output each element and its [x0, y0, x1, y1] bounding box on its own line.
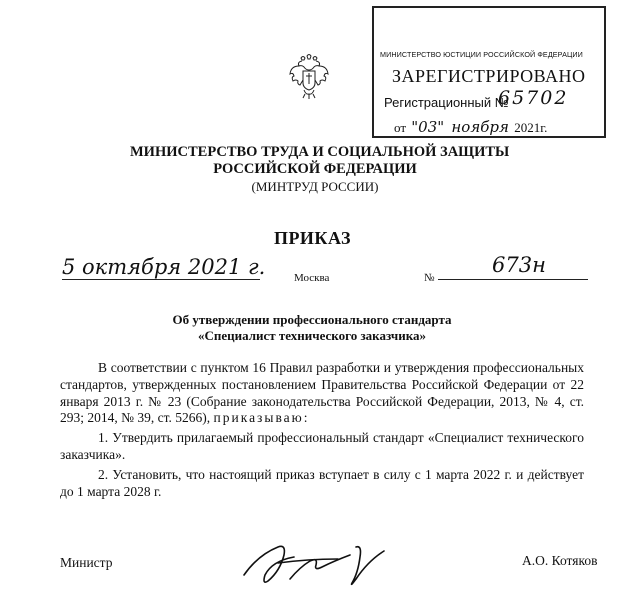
document-type-heading: ПРИКАЗ — [273, 228, 352, 248]
subject-line1: Об утверждении профессионального стандарта — [172, 312, 452, 327]
stamp-date-year: 2021г. — [514, 120, 548, 135]
order-body — [60, 360, 584, 500]
ministry-title-line1: МИНИСТЕРСТВО ТРУДА И СОЦИАЛЬНОЙ ЗАЩИТЫ — [130, 144, 510, 160]
preamble-paragraph — [60, 360, 584, 427]
ministry-abbreviation: (МИНТРУД РОССИИ) — [251, 179, 379, 194]
stamp-date-month: ноября — [451, 118, 509, 136]
signer-position: Министр — [60, 555, 113, 570]
order-item-1: 1. Утвердить прилагаемый профессиональный стандарт «Специалист технического заказчика». — [60, 430, 584, 462]
preamble-text: В соответствии с пунктом 16 Правил разработки и утверждения профессиональных стандартов, утвержденных постановлением Правительства Российской Федерации от 22 января 2013 г. № 23 (Собрание законодательства Российской Федерации, 2013, № 4, ст. 293; 2014, № 39, ст. 5266), — [60, 360, 584, 426]
stamp-ministry-name: МИНИСТЕРСТВО ЮСТИЦИИ РОССИЙСКОЙ ФЕДЕРАЦИИ — [380, 50, 583, 59]
number-underline — [438, 279, 588, 280]
coat-of-arms-emblem — [288, 54, 330, 100]
order-item-2: 2. Установить, что настоящий приказ вступает в силу с 1 марта 2022 г. и действует до 1 марта 2028 г. — [60, 466, 584, 499]
order-number: 673н — [492, 253, 546, 277]
stamp-date — [394, 118, 547, 136]
stamp-registered-label: ЗАРЕГИСТРИРОВАНО — [392, 66, 586, 86]
order-date: 5 октября 2021 г. — [62, 255, 266, 279]
stamp-number-label: Регистрационный № — [384, 95, 509, 110]
ministry-title-line2: РОССИЙСКОЙ ФЕДЕРАЦИИ — [213, 161, 417, 177]
order-word: приказываю: — [213, 410, 310, 426]
stamp-date-prefix: от — [394, 120, 407, 135]
date-underline — [62, 279, 260, 280]
signer-name: А.О. Котяков — [522, 553, 598, 568]
subject-line2: «Специалист технического заказчика» — [197, 328, 427, 343]
stamp-date-day: "03" — [411, 118, 445, 136]
city-label: Москва — [294, 272, 330, 284]
stamp-number-value: 65702 — [498, 87, 569, 109]
number-sign: № — [424, 272, 435, 284]
handwritten-signature — [238, 535, 408, 589]
